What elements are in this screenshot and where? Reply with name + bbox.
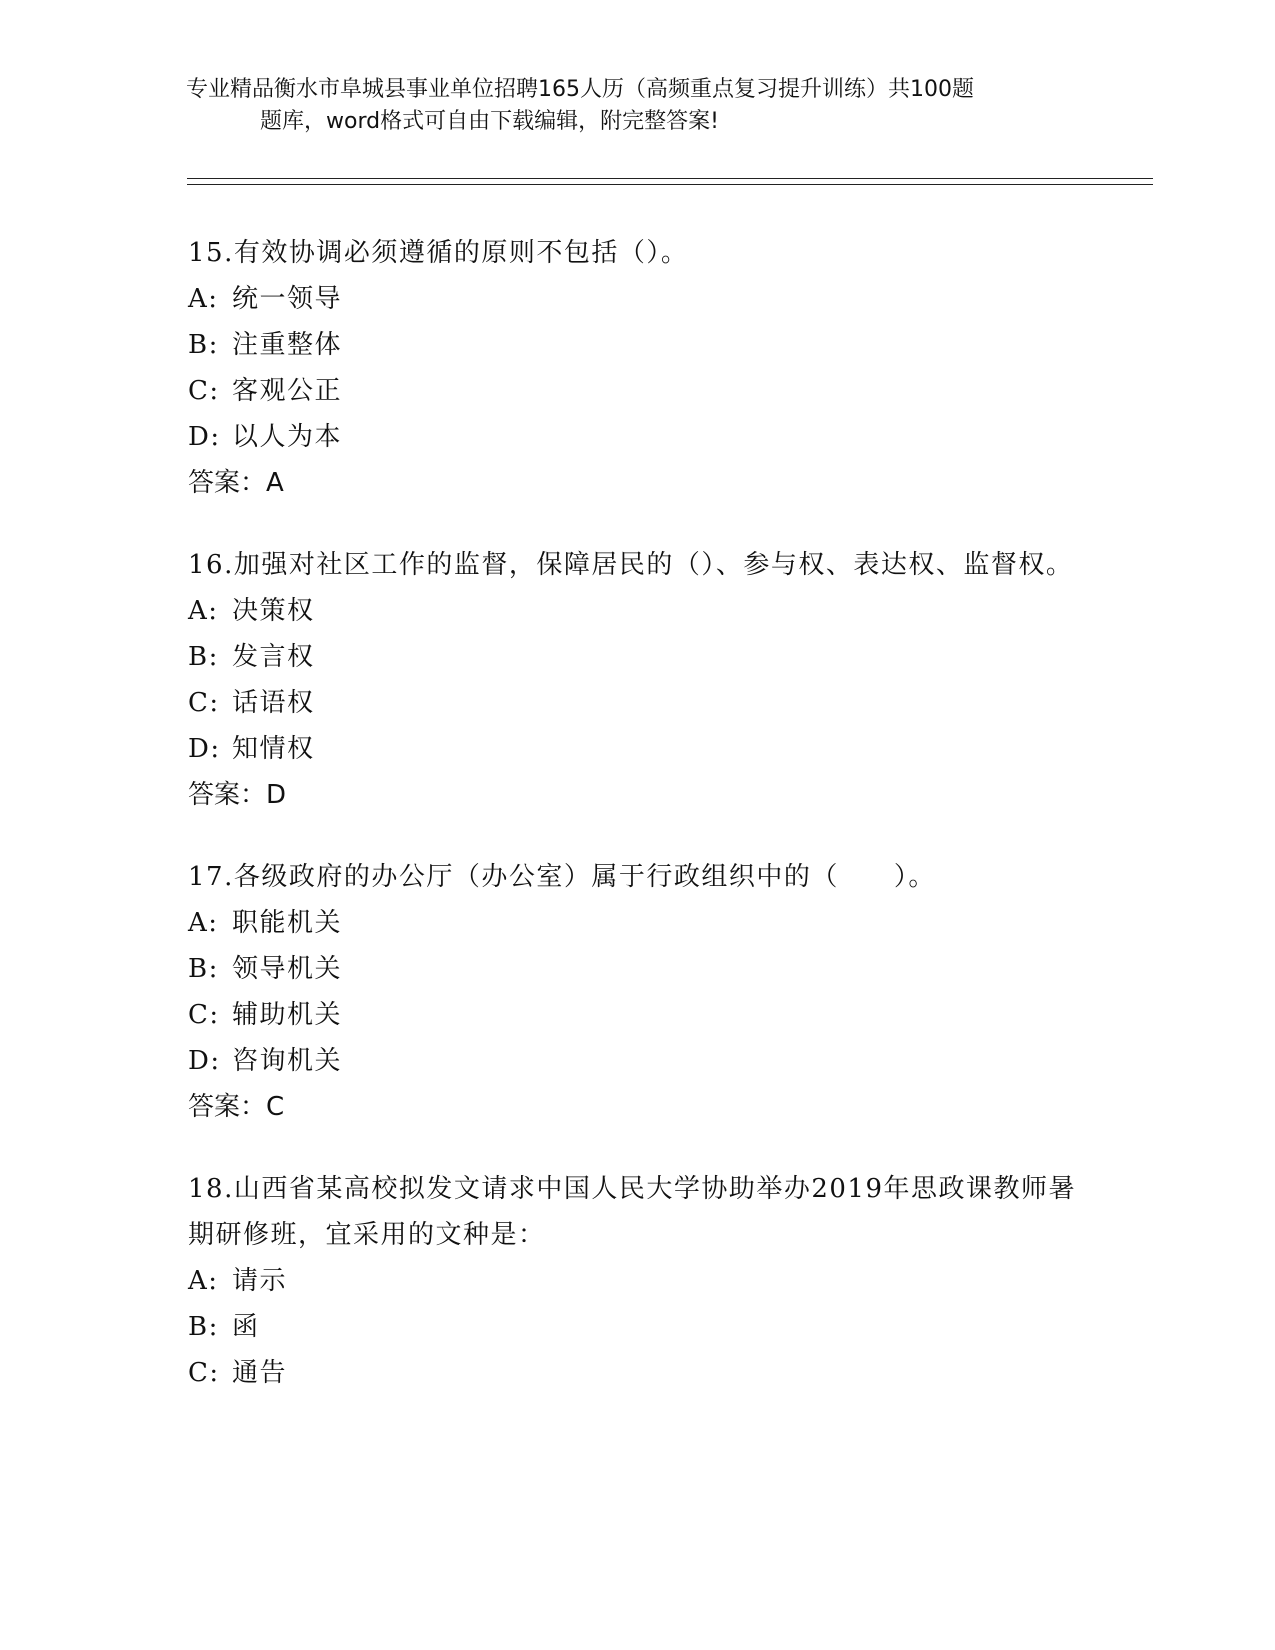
document-header <box>0 74 1275 138</box>
option-key: D: <box>188 1046 221 1076</box>
option-key: A: <box>188 908 219 938</box>
question-stem: 16.加强对社区工作的监督，保障居民的（）、参与权、表达权、监督权。 <box>188 550 1074 580</box>
option-text: 领导机关 <box>232 954 343 984</box>
header-divider-bottom <box>187 184 1153 185</box>
option-c <box>188 680 1088 726</box>
option-a <box>188 900 1088 946</box>
question-list <box>188 230 1088 1432</box>
option-b <box>188 634 1088 680</box>
header-title-line-2: 题库，word格式可自由下载编辑，附完整答案! <box>260 109 719 134</box>
answer-line: 答案：A <box>188 468 284 498</box>
option-text: 函 <box>232 1312 260 1342</box>
option-key: B: <box>188 954 219 984</box>
option-key: A: <box>188 596 219 626</box>
option-text: 咨询机关 <box>232 1046 343 1076</box>
option-text: 决策权 <box>232 596 315 626</box>
option-key: A: <box>188 1266 219 1296</box>
option-c <box>188 1350 1088 1396</box>
option-text: 职能机关 <box>232 908 343 938</box>
header-title-line-1: 专业精品衡水市阜城县事业单位招聘165人历（高频重点复习提升训练）共100题 <box>186 77 974 102</box>
option-key: A: <box>188 284 219 314</box>
question-18 <box>188 1166 1088 1396</box>
option-d <box>188 1038 1088 1084</box>
option-d <box>188 726 1088 772</box>
option-key: B: <box>188 642 219 672</box>
option-key: B: <box>188 1312 219 1342</box>
option-c <box>188 992 1088 1038</box>
option-text: 客观公正 <box>232 376 343 406</box>
option-text: 通告 <box>232 1358 288 1388</box>
question-stem: 17.各级政府的办公厅（办公室）属于行政组织中的（ ）。 <box>188 862 936 892</box>
option-key: C: <box>188 688 220 718</box>
option-text: 知情权 <box>232 734 315 764</box>
option-text: 话语权 <box>232 688 315 718</box>
option-key: C: <box>188 1000 220 1030</box>
answer-line: 答案：C <box>188 1092 285 1122</box>
option-key: C: <box>188 1358 220 1388</box>
option-a <box>188 276 1088 322</box>
answer-line: 答案：D <box>188 780 287 810</box>
option-a <box>188 588 1088 634</box>
header-divider-top <box>187 178 1153 179</box>
option-key: B: <box>188 330 219 360</box>
option-b <box>188 1304 1088 1350</box>
option-key: D: <box>188 734 221 764</box>
option-c <box>188 368 1088 414</box>
question-15 <box>188 230 1088 506</box>
option-b <box>188 946 1088 992</box>
question-stem: 18.山西省某高校拟发文请求中国人民大学协助举办2019年思政课教师暑期研修班，宜采用的文种是： <box>188 1174 1077 1250</box>
question-17 <box>188 854 1088 1130</box>
option-text: 辅助机关 <box>232 1000 343 1030</box>
option-text: 注重整体 <box>232 330 343 360</box>
option-text: 以人为本 <box>232 422 343 452</box>
option-text: 发言权 <box>232 642 315 672</box>
option-text: 统一领导 <box>232 284 343 314</box>
question-16 <box>188 542 1088 818</box>
question-stem: 15.有效协调必须遵循的原则不包括（）。 <box>188 238 689 268</box>
option-a <box>188 1258 1088 1304</box>
option-b <box>188 322 1088 368</box>
option-text: 请示 <box>232 1266 288 1296</box>
option-key: D: <box>188 422 221 452</box>
option-d <box>188 414 1088 460</box>
option-key: C: <box>188 376 220 406</box>
